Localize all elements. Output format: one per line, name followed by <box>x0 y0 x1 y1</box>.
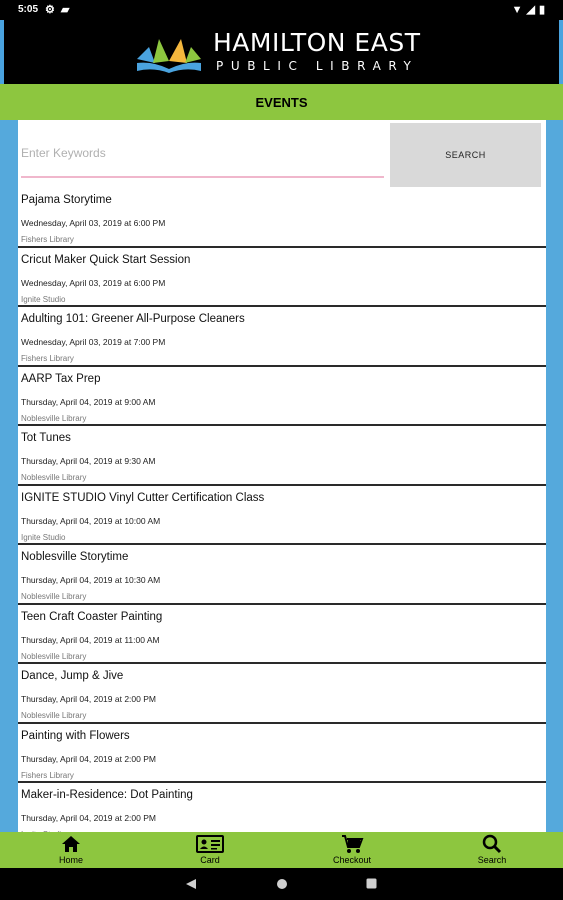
right-edge-stripe <box>559 20 563 84</box>
home-icon <box>61 834 81 854</box>
nav-home[interactable] <box>31 832 111 868</box>
list-item[interactable] <box>18 307 546 367</box>
system-nav-bar <box>0 868 563 900</box>
sd-card-icon: ▰ <box>60 4 76 16</box>
signal-icon: ◢ <box>526 4 539 16</box>
events-title-bar <box>0 84 563 120</box>
event-date: Thursday, April 04, 2019 at 9:00 AM <box>21 396 156 407</box>
event-title: Painting with Flowers <box>21 729 130 742</box>
event-location: Noblesville Library <box>21 651 87 661</box>
page-title: EVENTS <box>255 94 308 110</box>
home-circle-icon[interactable] <box>276 878 288 890</box>
list-item[interactable] <box>18 426 546 486</box>
library-logo-icon <box>135 33 203 75</box>
settings-icon: ⚙ <box>45 4 61 16</box>
event-date: Thursday, April 04, 2019 at 2:00 PM <box>21 694 156 704</box>
wifi-icon: ▼ <box>511 4 527 16</box>
event-date: Thursday, April 04, 2019 at 11:00 AM <box>21 634 160 645</box>
event-title: Dance, Jump & Jive <box>21 670 124 682</box>
event-title: IGNITE STUDIO Vinyl Cutter Certification Class <box>21 491 265 504</box>
event-title: Adulting 101: Greener All-Purpose Cleaners <box>21 313 245 325</box>
search-icon <box>482 834 502 854</box>
event-date: Wednesday, April 03, 2019 at 6:00 PM <box>21 277 166 288</box>
back-icon[interactable] <box>185 878 197 890</box>
nav-home-label: Home <box>58 855 83 865</box>
app-header <box>0 20 563 84</box>
brand-title: HAMILTON EAST <box>213 28 421 57</box>
event-location: Ignite Studio <box>21 532 66 542</box>
event-date: Thursday, April 04, 2019 at 2:00 PM <box>21 813 156 823</box>
event-title: Pajama Storytime <box>21 194 112 206</box>
list-item[interactable] <box>18 605 546 665</box>
event-title: AARP Tax Prep <box>21 372 101 385</box>
list-item[interactable] <box>18 664 546 724</box>
bottom-nav <box>0 832 563 868</box>
recents-icon[interactable] <box>366 878 377 889</box>
search-row <box>18 120 546 188</box>
event-location: Noblesville Library <box>21 592 87 601</box>
list-item[interactable] <box>18 188 546 248</box>
event-location: Ignite Studio <box>21 294 66 304</box>
search-button[interactable]: SEARCH <box>390 123 541 187</box>
list-item[interactable] <box>18 545 546 605</box>
status-right-icons <box>512 3 549 16</box>
event-date: Thursday, April 04, 2019 at 10:30 AM <box>21 575 161 585</box>
nav-checkout-label: Checkout <box>332 855 372 865</box>
list-item[interactable] <box>18 724 546 784</box>
status-time: 5:05 <box>18 4 39 15</box>
event-location: Fishers Library <box>21 354 74 363</box>
cart-icon <box>341 834 363 854</box>
nav-checkout[interactable] <box>312 832 392 868</box>
event-date: Wednesday, April 03, 2019 at 7:00 PM <box>21 337 166 347</box>
event-date: Thursday, April 04, 2019 at 9:30 AM <box>21 456 156 466</box>
status-bar <box>0 0 563 20</box>
status-left-icons <box>45 3 75 16</box>
event-location: Noblesville Library <box>21 473 87 482</box>
events-panel <box>18 120 546 832</box>
battery-icon: ▮ <box>538 4 549 16</box>
list-item[interactable] <box>18 248 546 308</box>
event-date: Thursday, April 04, 2019 at 2:00 PM <box>21 753 156 764</box>
event-title: Noblesville Storytime <box>21 551 129 563</box>
list-item[interactable] <box>18 367 546 427</box>
search-input[interactable] <box>21 130 384 178</box>
nav-search-label: Search <box>477 855 507 865</box>
event-title: Maker-in-Residence: Dot Painting <box>21 789 193 801</box>
event-location: Fishers Library <box>21 770 74 780</box>
nav-search[interactable] <box>452 832 532 868</box>
brand-subtitle: PUBLIC LIBRARY <box>216 59 419 73</box>
event-location: Noblesville Library <box>21 711 87 720</box>
event-title: Tot Tunes <box>21 432 71 444</box>
card-icon <box>196 834 224 854</box>
event-title: Teen Craft Coaster Painting <box>21 610 163 623</box>
nav-card-label: Card <box>200 855 220 865</box>
event-list <box>18 188 546 843</box>
event-title: Cricut Maker Quick Start Session <box>21 253 191 266</box>
event-date: Thursday, April 04, 2019 at 10:00 AM <box>21 515 161 526</box>
event-date: Wednesday, April 03, 2019 at 6:00 PM <box>21 218 166 228</box>
nav-card[interactable] <box>170 832 250 868</box>
list-item[interactable] <box>18 486 546 546</box>
event-location: Noblesville Library <box>21 413 87 423</box>
event-location: Fishers Library <box>21 235 74 244</box>
